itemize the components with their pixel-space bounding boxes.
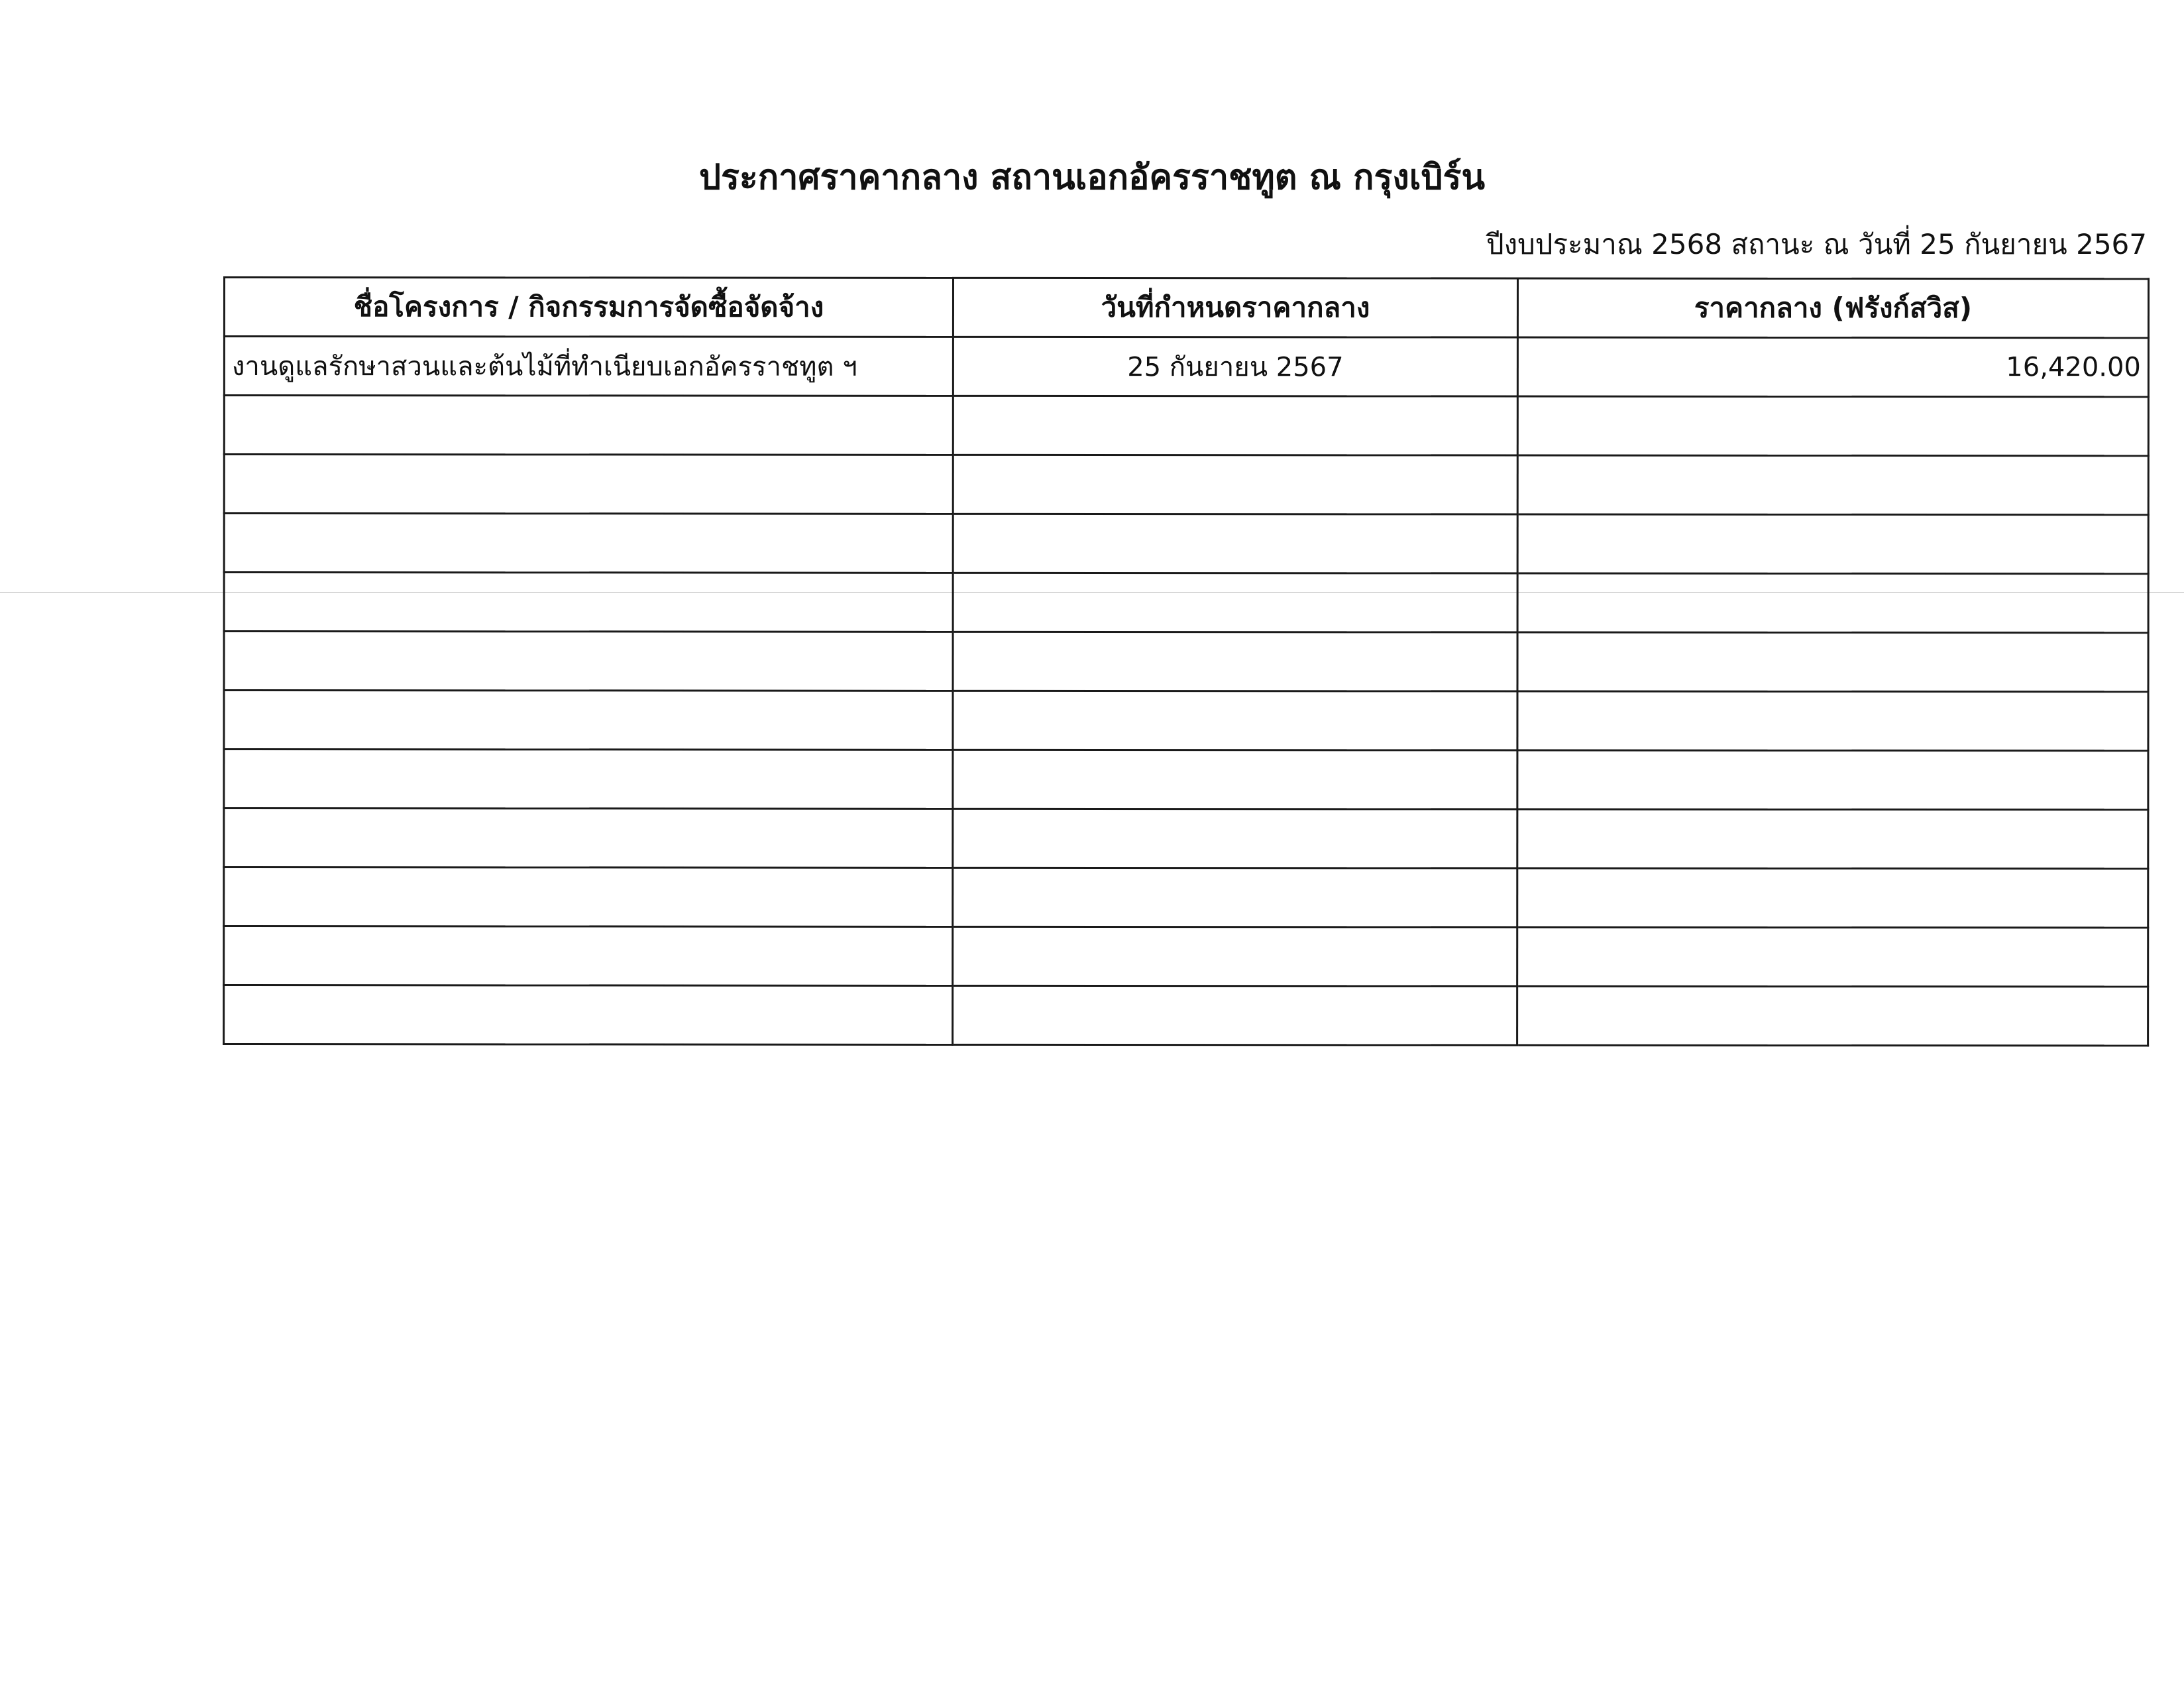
project-name-cell [224, 985, 953, 1045]
project-name-cell [224, 514, 953, 573]
date-cell [953, 396, 1517, 455]
price-cell [1517, 809, 2148, 869]
table-row [224, 691, 2148, 751]
price-cell [1517, 514, 2148, 574]
price-cell [1517, 691, 2148, 751]
price-cell [1517, 927, 2148, 987]
date-cell [953, 985, 1517, 1045]
project-name-cell [224, 750, 953, 809]
document-title: ประกาศราคากลาง สถานเอกอัครราชทูต ณ กรุงเบิร์น [698, 158, 1486, 197]
table-row [224, 809, 2148, 869]
table-row [224, 337, 2148, 397]
price-cell [1517, 868, 2148, 928]
column-header-price: ราคากลาง (ฟรังก์สวิส) [1517, 278, 2148, 338]
project-name-cell [224, 809, 953, 868]
price-cell [1517, 986, 2148, 1046]
date-cell [953, 868, 1517, 927]
table-row [224, 573, 2148, 633]
table-header-row [224, 278, 2148, 338]
date-cell [953, 573, 1517, 632]
table-row [224, 927, 2148, 987]
date-cell [953, 455, 1517, 514]
date-cell [953, 632, 1517, 691]
median-price-table [223, 276, 2150, 1046]
date-cell [953, 750, 1517, 809]
price-cell [1517, 455, 2148, 515]
table-row [224, 632, 2148, 692]
price-cell: 16,420.00 [1517, 337, 2148, 397]
table-row [224, 750, 2148, 810]
table-row [224, 868, 2148, 928]
table-row [224, 985, 2148, 1046]
table-row [224, 396, 2148, 456]
document-subtitle: ปีงบประมาณ 2568 สถานะ ณ วันที่ 25 กันยายน 2567 [1486, 228, 2147, 260]
date-cell [953, 691, 1517, 750]
price-cell [1517, 396, 2148, 456]
project-name-cell: งานดูแลรักษาสวนและต้นไม้ที่ทำเนียบเอกอัครราชทูต ฯ [224, 337, 953, 396]
column-header-date: วันที่กำหนดราคากลาง [953, 278, 1517, 337]
project-name-cell [224, 927, 953, 986]
project-name-cell [224, 868, 953, 927]
project-name-cell [224, 632, 953, 691]
project-name-cell [224, 396, 953, 455]
price-cell [1517, 750, 2148, 810]
project-name-cell [224, 455, 953, 514]
date-cell [953, 927, 1517, 986]
table-body [224, 337, 2149, 1046]
project-name-cell [224, 691, 953, 750]
price-cell [1517, 573, 2148, 633]
date-cell: 25 กันยายน 2567 [953, 337, 1517, 396]
table-row [224, 514, 2148, 574]
date-cell [953, 514, 1517, 573]
column-header-project: ชื่อโครงการ / กิจกรรมการจัดซื้อจัดจ้าง [224, 278, 953, 337]
price-cell [1517, 632, 2148, 692]
table-row [224, 455, 2148, 515]
date-cell [953, 809, 1517, 868]
project-name-cell [224, 573, 953, 632]
